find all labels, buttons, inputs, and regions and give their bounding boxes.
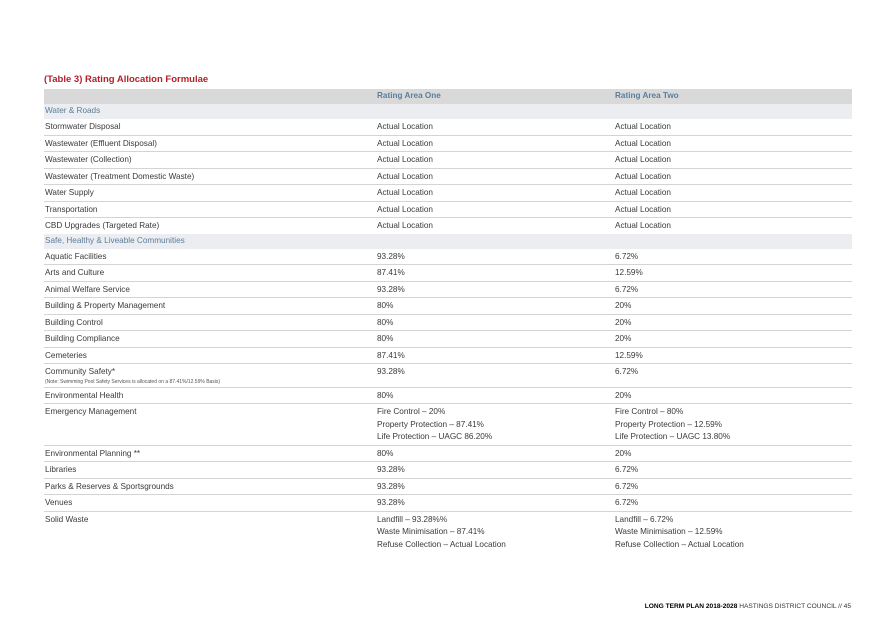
row-name: Environmental Planning ** [45,448,141,458]
table-title: (Table 3) Rating Allocation Formulae [44,74,209,85]
row-name: Stormwater Disposal [45,122,121,131]
row-area-two: 20% [615,301,632,310]
row-name: Transportation [45,204,98,214]
row-name: Animal Welfare Service [45,284,130,294]
header-rating-area-two: Rating Area Two [615,91,679,100]
table-row-solid-waste [44,512,852,553]
row-name: Water Supply [45,188,94,197]
row-area-two: 20% [615,390,632,400]
row-area-one-line: Refuse Collection – Actual Location [377,539,506,549]
row-area-two-line: Refuse Collection – Actual Location [615,539,744,549]
row-name: Wastewater (Effluent Disposal) [45,138,157,148]
row-area-one: 80% [377,301,394,310]
row-area-two: Actual Location [615,155,671,164]
row-area-one: Actual Location [377,155,433,164]
row-area-two: Actual Location [615,221,671,230]
row-area-two: Actual Location [615,138,671,148]
table-row [44,169,852,186]
table-row [44,185,852,202]
row-area-two: 12.59% [615,350,643,360]
table-row [44,348,852,365]
row-area-two: 20% [615,317,632,327]
table-row [44,249,852,266]
row-area-two: 6.72% [615,284,639,294]
row-area-two: 6.72% [615,498,639,507]
row-area-one-line: Fire Control – 20% [377,407,446,416]
row-area-one: 80% [377,390,394,400]
row-area-one: Actual Location [377,221,433,230]
row-area-two: 6.72% [615,481,639,491]
row-area-one-line: Property Protection – 87.41% [377,419,484,429]
row-area-two-line: Landfill – 6.72% [615,514,674,524]
row-note: (Note: Swimming Pool Safety Services is allocated on a 87.41%/12.59% Basis) [45,378,221,385]
table-row-community-safety [44,364,852,388]
row-name: Building & Property Management [45,301,166,310]
row-area-one: Actual Location [377,188,433,197]
row-area-two: 20% [615,334,632,343]
row-area-two: Actual Location [615,188,671,197]
table-row [44,315,852,332]
row-name: Libraries [45,465,77,474]
row-area-two: Actual Location [615,204,671,214]
row-area-one-line: Landfill – 93.28%% [377,514,448,524]
row-name: Environmental Health [45,390,124,400]
page-footer [645,603,851,610]
row-area-one-line: Life Protection – UAGC 86.20% [377,432,493,441]
row-area-one: 80% [377,334,394,343]
table-row-emergency-management [44,404,852,446]
header-col1 [44,89,377,104]
section-safe-healthy-liveable [44,234,852,249]
table-row [44,265,852,282]
row-area-two: 12.59% [615,268,643,277]
row-name: Emergency Management [45,407,137,416]
row-area-one-line: Waste Minimisation – 87.41% [377,527,485,536]
row-area-one: 87.41% [377,350,405,360]
row-area-one: 93.28% [377,284,405,294]
footer-plan-title: LONG TERM PLAN 2018-2028 [644,603,738,610]
table-row [44,152,852,169]
row-name: Building Control [45,317,103,327]
row-name: Wastewater (Treatment Domestic Waste) [45,171,195,181]
row-area-two-line: Life Protection – UAGC 13.80% [615,432,731,441]
row-area-two-line: Fire Control – 80% [615,407,684,416]
table-row [44,202,852,219]
row-area-one: 93.28% [377,481,405,491]
section-water-roads [44,104,852,119]
row-area-two-line: Waste Minimisation – 12.59% [615,527,723,536]
row-name: Venues [45,498,73,507]
row-area-two: 6.72% [615,367,639,376]
rating-allocation-table [44,89,852,552]
table-row [44,218,852,234]
row-area-two: 20% [615,448,632,458]
table-row [44,462,852,479]
table-row [44,495,852,512]
table-row [44,119,852,136]
row-name: Aquatic Facilities [45,251,107,261]
row-name: Arts and Culture [45,268,105,277]
row-area-one: 80% [377,448,394,458]
row-name: Solid Waste [45,514,89,524]
row-area-one: Actual Location [377,138,433,148]
row-area-one: Actual Location [377,171,433,181]
table-row [44,388,852,405]
row-name: Wastewater (Collection) [45,155,132,164]
row-area-one: Actual Location [377,204,433,214]
table-row [44,282,852,299]
row-name: Community Safety* [45,367,116,376]
row-area-one: 87.41% [377,268,405,277]
footer-council-page: HASTINGS DISTRICT COUNCIL // 45 [739,603,851,610]
row-area-one: 93.28% [377,465,405,474]
row-area-two: Actual Location [615,171,671,181]
row-area-one: Actual Location [377,122,433,131]
table-row [44,298,852,315]
row-area-two: Actual Location [615,122,671,131]
row-area-two-line: Property Protection – 12.59% [615,419,722,429]
table-row [44,331,852,348]
section-label: Safe, Healthy & Liveable Communities [45,235,185,245]
row-name: Parks & Reserves & Sportsgrounds [45,481,174,491]
row-name: Cemeteries [45,350,87,360]
table-header-row [44,89,852,104]
row-name: CBD Upgrades (Targeted Rate) [45,221,160,230]
row-name: Building Compliance [45,334,120,343]
section-label: Water & Roads [45,106,101,115]
row-area-one: 93.28% [377,367,405,376]
row-area-two: 6.72% [615,465,639,474]
table-row [44,136,852,153]
table-row [44,479,852,496]
row-area-one: 93.28% [377,251,405,261]
header-rating-area-one: Rating Area One [377,91,441,100]
row-area-two: 6.72% [615,251,639,261]
row-area-one: 93.28% [377,498,405,507]
table-row [44,446,852,463]
row-area-one: 80% [377,317,394,327]
